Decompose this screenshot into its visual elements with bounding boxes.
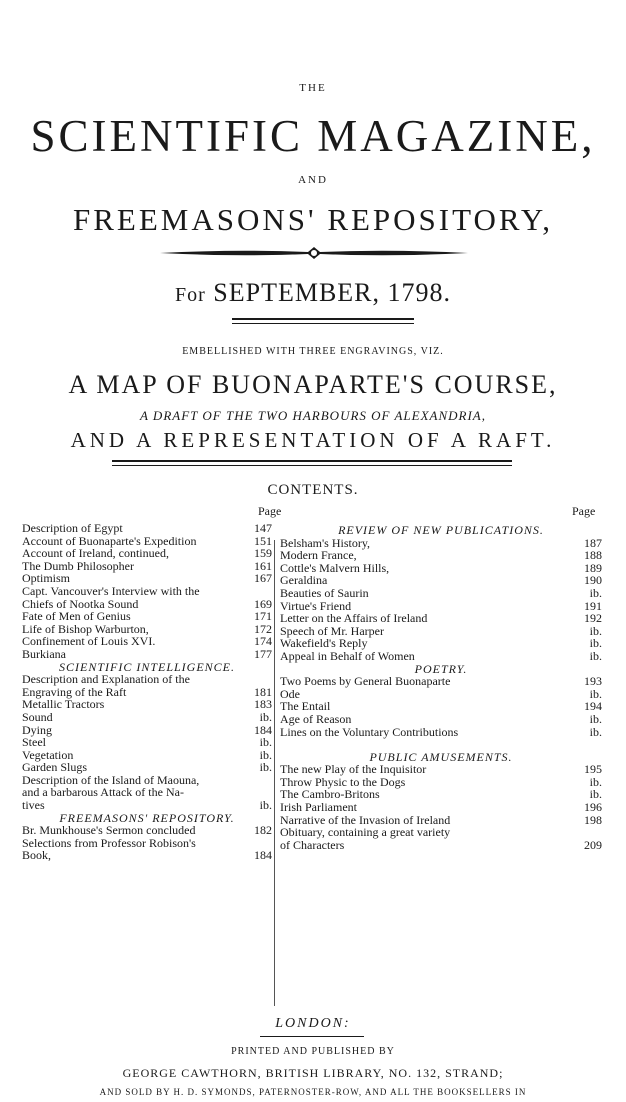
plate-map: A MAP OF BUONAPARTE'S COURSE, xyxy=(68,370,558,399)
contents-entry-title: Lines on the Voluntary Contributions xyxy=(280,724,459,739)
contents-entry-page: ib. xyxy=(589,724,602,739)
the-label: THE xyxy=(299,82,327,94)
contents-entry xyxy=(280,650,602,663)
contents-entry xyxy=(22,837,272,850)
contents-entry xyxy=(280,801,602,814)
contents-entry-title: Geraldina xyxy=(280,573,328,588)
contents-entry xyxy=(280,549,602,562)
contents-entry-title: Engraving of the Raft xyxy=(22,684,127,699)
contents-entry-title: Selections from Professor Robison's xyxy=(22,835,196,850)
contents-section-heading xyxy=(280,738,602,751)
contents-entry-title: Cottle's Malvern Hills, xyxy=(280,560,390,575)
contents-entry xyxy=(280,713,602,726)
contents-entry xyxy=(22,711,272,724)
contents-entry-page: 181 xyxy=(254,684,272,699)
contents-entry-page: 184 xyxy=(254,722,272,737)
contents-entry-title: Wakefield's Reply xyxy=(280,636,368,651)
contents-entry-page: ib. xyxy=(589,686,602,701)
contents-entry-title: Description of Egypt xyxy=(22,521,123,535)
contents-left-column xyxy=(22,522,272,862)
contents-entry-page: 169 xyxy=(254,596,272,611)
contents-entry-title: The Entail xyxy=(280,699,331,714)
contents-entry-page: 167 xyxy=(254,571,272,586)
contents-entry xyxy=(280,675,602,688)
contents-entry-page: ib. xyxy=(589,711,602,726)
contents-entry xyxy=(22,698,272,711)
contents-entry-page: ib. xyxy=(589,623,602,638)
double-rule xyxy=(232,318,414,320)
contents-section-heading: PUBLIC AMUSEMENTS. xyxy=(369,749,513,764)
imprint-sold: AND SOLD BY H. D. SYMONDS, PATERNOSTER-ROW, AND ALL THE BOOKSELLERS IN xyxy=(99,1087,527,1097)
contents-entry-page: 188 xyxy=(584,548,602,563)
contents-entry-title: Obituary, containing a great variety xyxy=(280,825,451,840)
contents-entry-title: The Cambro-Britons xyxy=(280,787,380,802)
contents-entry-page: ib. xyxy=(589,636,602,651)
contents-entry-title: Account of Ireland, continued, xyxy=(22,546,169,561)
contents-entry-title: Dying xyxy=(22,722,52,737)
imprint-place: LONDON: xyxy=(275,1016,351,1031)
contents-entry-title: Book, xyxy=(22,848,52,863)
contents-entry xyxy=(22,736,272,749)
contents-entry-title: Virtue's Friend xyxy=(280,598,352,613)
contents-heading: CONTENTS. xyxy=(267,482,359,498)
contents-entry-title: The Dumb Philosopher xyxy=(22,558,134,573)
contents-entry-page: ib. xyxy=(589,787,602,802)
contents-entry-title: Irish Parliament xyxy=(280,800,357,815)
contents-entry-title: Life of Bishop Warburton, xyxy=(22,621,149,636)
plate-raft: AND A REPRESENTATION OF A RAFT. xyxy=(70,428,556,452)
contents-entry-title: Beauties of Saurin xyxy=(280,585,369,600)
contents-entry-title: Description of the Island of Maouna, xyxy=(22,772,200,787)
contents-entry-page: 177 xyxy=(254,646,272,661)
contents-entry-page: 172 xyxy=(254,621,272,636)
contents-entry-title: Optimism xyxy=(22,571,71,586)
contents-entry-title: Br. Munkhouse's Sermon concluded xyxy=(22,823,196,838)
contents-entry-page: 198 xyxy=(584,812,602,827)
contents-entry-page: 190 xyxy=(584,573,602,588)
contents-entry xyxy=(22,522,272,535)
contents-entry-page: 192 xyxy=(584,611,602,626)
contents-entry-page: 182 xyxy=(254,823,272,838)
page-header-right: Page xyxy=(572,504,596,518)
contents-entry-title: Chiefs of Nootka Sound xyxy=(22,596,139,611)
imprint-printed: PRINTED AND PUBLISHED BY xyxy=(231,1046,395,1057)
contents-entry xyxy=(22,648,272,661)
contents-entry-title: Confinement of Louis XVI. xyxy=(22,634,156,649)
contents-entry-page: 159 xyxy=(254,546,272,561)
contents-entry-page: 147 xyxy=(254,521,272,535)
contents-entry-page: 189 xyxy=(584,560,602,575)
contents-entry-title: Age of Reason xyxy=(280,711,352,726)
contents-entry xyxy=(22,585,272,598)
contents-entry-page: 209 xyxy=(584,837,602,852)
and-label: AND xyxy=(298,174,328,186)
contents-entry-title: tives xyxy=(22,798,45,813)
contents-entry-title: Capt. Vancouver's Interview with the xyxy=(22,583,200,598)
issue-line xyxy=(0,278,626,308)
contents-entry-title: Two Poems by General Buonaparte xyxy=(280,674,451,689)
contents-entry-title: Garden Slugs xyxy=(22,760,87,775)
contents-entry-title: Narrative of the Invasion of Ireland xyxy=(280,812,451,827)
contents-entry-page: 174 xyxy=(254,634,272,649)
issue-for: For xyxy=(174,284,206,306)
ornament-rule xyxy=(158,246,470,260)
imprint-publisher: GEORGE CAWTHORN, BRITISH LIBRARY, NO. 132, STRAND; xyxy=(122,1066,504,1080)
contents-entry xyxy=(22,673,272,686)
contents-entry-title: Belsham's History, xyxy=(280,535,371,550)
contents-entry xyxy=(280,726,602,739)
contents-entry-page: 151 xyxy=(254,533,272,548)
contents-entry-page: 161 xyxy=(254,558,272,573)
contents-entry-page: ib. xyxy=(259,747,272,762)
contents-right-column xyxy=(280,524,602,851)
plates-intro: EMBELLISHED WITH THREE ENGRAVINGS, VIZ. xyxy=(182,346,444,357)
contents-entry-title: Appeal in Behalf of Women xyxy=(280,648,415,663)
contents-entry-page: 193 xyxy=(584,674,602,689)
contents-entry xyxy=(22,824,272,837)
contents-section-heading: FREEMASONS' REPOSITORY. xyxy=(59,810,235,825)
double-rule-lower xyxy=(232,323,414,324)
contents-entry xyxy=(280,839,602,852)
contents-entry xyxy=(280,562,602,575)
contents-entry-title: The new Play of the Inquisitor xyxy=(280,762,427,777)
contents-entry-title: and a barbarous Attack of the Na- xyxy=(22,785,184,800)
contents-section-heading: POETRY. xyxy=(414,661,468,676)
magazine-title: SCIENTIFIC MAGAZINE, xyxy=(30,111,596,161)
contents-entry-page: 171 xyxy=(254,609,272,624)
contents-entry-page: ib. xyxy=(589,585,602,600)
contents-entry-title: Sound xyxy=(22,709,53,724)
imprint-rule xyxy=(260,1036,364,1037)
contents-section-heading: REVIEW OF NEW PUBLICATIONS. xyxy=(338,523,544,537)
column-divider xyxy=(274,540,275,1006)
contents-entry-title: Speech of Mr. Harper xyxy=(280,623,384,638)
contents-entry-title: Vegetation xyxy=(22,747,74,762)
contents-entry-title: Metallic Tractors xyxy=(22,697,105,712)
magazine-subtitle: FREEMASONS' REPOSITORY, xyxy=(72,202,553,237)
contents-entry-page: 184 xyxy=(254,848,272,863)
contents-entry-title: Modern France, xyxy=(280,548,357,563)
contents-entry xyxy=(22,761,272,774)
contents-entry xyxy=(22,799,272,812)
contents-entry-title: Account of Buonaparte's Expedition xyxy=(22,533,197,548)
section-rule xyxy=(112,460,512,462)
contents-entry xyxy=(280,587,602,600)
contents-entry-page: ib. xyxy=(259,709,272,724)
contents-entry xyxy=(22,724,272,737)
contents-entry-title: of Characters xyxy=(280,837,345,852)
contents-entry-title: Fate of Men of Genius xyxy=(22,609,131,624)
section-rule-lower xyxy=(112,465,512,466)
contents-entry-page: 195 xyxy=(584,762,602,777)
plate-draft: A DRAFT OF THE TWO HARBOURS OF ALEXANDRIA, xyxy=(139,408,487,423)
contents-section-heading: SCIENTIFIC INTELLIGENCE. xyxy=(58,659,235,674)
contents-entry-page: 191 xyxy=(584,598,602,613)
contents-entry-page: ib. xyxy=(589,774,602,789)
contents-entry-page: 194 xyxy=(584,699,602,714)
contents-entry-page: ib. xyxy=(259,760,272,775)
contents-entry-page: ib. xyxy=(589,648,602,663)
contents-entry xyxy=(280,826,602,839)
issue-date: SEPTEMBER, 1798. xyxy=(213,278,452,307)
contents-entry xyxy=(280,763,602,776)
contents-entry-page: ib. xyxy=(259,735,272,750)
contents-entry-title: Steel xyxy=(22,735,46,750)
contents-entry xyxy=(22,547,272,560)
contents-entry-title: Throw Physic to the Dogs xyxy=(280,774,406,789)
contents-entry-title: Burkiana xyxy=(22,646,66,661)
contents-entry-page: ib. xyxy=(259,798,272,813)
contents-entry-title: Ode xyxy=(280,686,300,701)
contents-entry-title: Letter on the Affairs of Ireland xyxy=(280,611,428,626)
contents-entry-page: 187 xyxy=(584,535,602,550)
contents-entry-page: 183 xyxy=(254,697,272,712)
contents-entry xyxy=(280,612,602,625)
contents-entry xyxy=(22,849,272,862)
page-header-left: Page xyxy=(258,504,282,518)
contents-entry-title: Description and Explanation of the xyxy=(22,672,190,687)
contents-entry xyxy=(22,610,272,623)
contents-entry xyxy=(22,786,272,799)
contents-entry-page: 196 xyxy=(584,800,602,815)
